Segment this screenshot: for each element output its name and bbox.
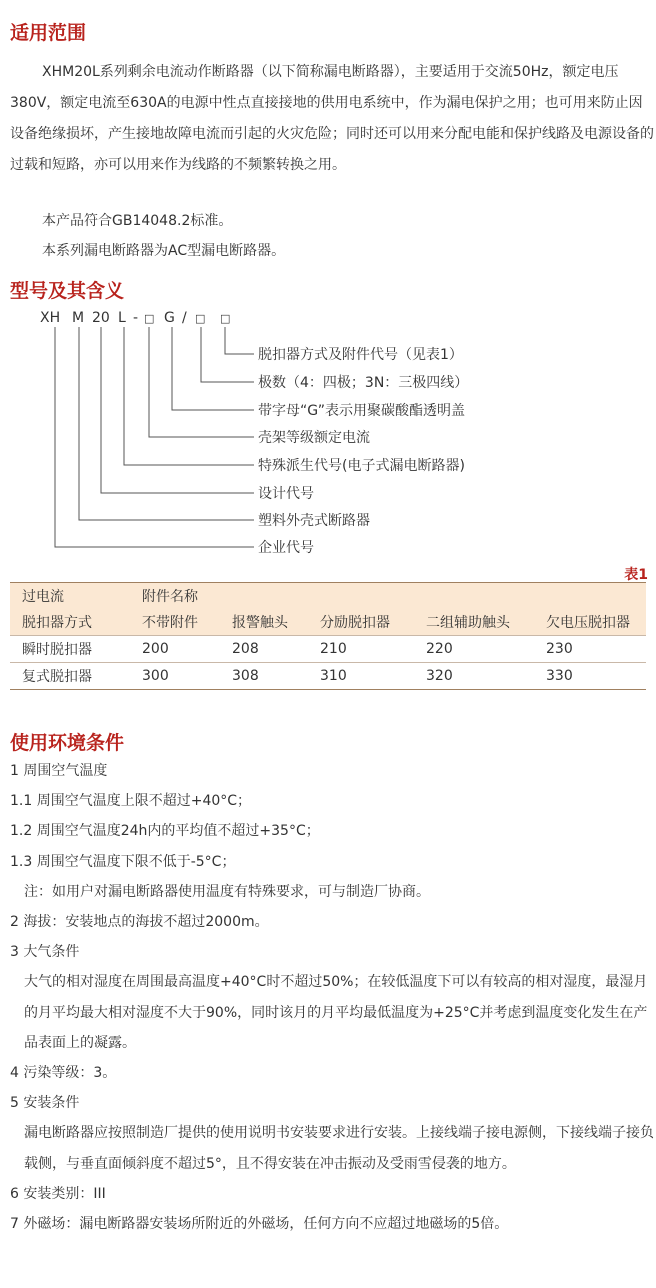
standard-note: 本产品符合GB14048.2标准。 <box>42 213 233 229</box>
list-item: 1.2 周围空气温度24h内的平均值不超过+35°C； <box>10 823 320 840</box>
code-part-box1: □ <box>144 312 155 325</box>
scope-paragraph: XHM20L系列剩余电流动作断路器（以下简称漏电断路器），主要适用于交流50Hz，额定电压380V，额定电流至630A的电源中性点直接接地的供用电系统中，作为漏电保护之用；也可用来防止因设备绝缘损坏，产生接地故障电流而引起的火灾危险；同时还可以用来分配电能和保护线路及电源设备的过载和短路，亦可以用来作为线路的不频繁转换之用。 <box>10 64 654 173</box>
leader-line-5 <box>124 327 254 465</box>
table-cell: 220 <box>414 636 534 663</box>
leader-line-7 <box>79 327 254 520</box>
list-item: 1.3 周围空气温度下限不低于-5°C； <box>10 853 236 870</box>
table-header-cell: 脱扣器方式 <box>10 609 130 636</box>
table-cell: 230 <box>534 636 646 663</box>
table-header-cell: 不带附件 <box>130 609 220 636</box>
code-part-g: G <box>164 310 175 326</box>
code-part-box2: □ <box>195 312 206 325</box>
list-item: 5 安装条件 <box>10 1095 80 1112</box>
model-label-3: 带字母“G”表示用聚碳酸酯透明盖 <box>258 403 466 419</box>
list-item-detail: 大气的相对湿度在周围最高温度+40°C时不超过50%；在较低温度下可以有较高的相对湿度，最湿月的月平均最大相对湿度不大于90%，同时该月的月平均最低温度为+25°C并考虑到温度变化发生在产品表面上的凝露。 <box>24 974 648 1051</box>
code-part-m: M <box>72 310 85 326</box>
list-item: 3 大气条件 <box>10 944 80 961</box>
section-heading-environment: 使用环境条件 <box>10 732 125 754</box>
code-part-slash: / <box>182 310 187 326</box>
table-header-cell: 报警触头 <box>220 609 308 636</box>
model-label-2: 极数（4：四极；3N：三极四线） <box>258 375 469 391</box>
environment-list <box>10 756 654 1239</box>
model-label-7: 塑料外壳式断路器 <box>258 513 370 529</box>
table-cell: 200 <box>130 636 220 663</box>
leader-line-1 <box>225 327 254 354</box>
code-part-box3: □ <box>220 312 231 325</box>
table-cell: 210 <box>308 636 414 663</box>
table-cell: 308 <box>220 663 308 690</box>
model-label-1: 脱扣器方式及附件代号（见表1） <box>258 347 463 363</box>
table-cell: 310 <box>308 663 414 690</box>
section-heading-scope: 适用范围 <box>10 22 87 44</box>
code-part-xh: XH <box>40 310 61 326</box>
list-item-detail: 漏电断路器应按照制造厂提供的使用说明书安装要求进行安装。上接线端子接电源侧，下接线端子接负载侧，与垂直面倾斜度不超过5°，且不得安装在冲击振动及受雨雪侵袭的地方。 <box>24 1125 654 1172</box>
type-note: 本系列漏电断路器为AC型漏电断路器。 <box>42 243 286 259</box>
table-header-cell: 分励脱扣器 <box>308 609 414 636</box>
model-label-4: 壳架等级额定电流 <box>258 430 370 446</box>
table-header-cell: 过电流 <box>22 589 64 605</box>
model-label-6: 设计代号 <box>258 486 314 502</box>
table-header-row <box>10 609 646 636</box>
list-item: 7 外磁场：漏电断路器安装场所附近的外磁场，任何方向不应超过地磁场的5倍。 <box>10 1216 509 1233</box>
model-label-5: 特殊派生代号(电子式漏电断路器) <box>258 458 465 474</box>
table-row <box>10 636 646 663</box>
model-label-8: 企业代号 <box>258 540 314 556</box>
table-cell: 320 <box>414 663 534 690</box>
code-part-dash: - <box>133 310 139 326</box>
table-row <box>10 663 646 690</box>
table-cell: 300 <box>130 663 220 690</box>
table-caption: 表1 <box>624 567 648 583</box>
list-item: 1.1 周围空气温度上限不超过+40°C； <box>10 793 252 810</box>
list-item: 4 污染等级：3。 <box>10 1065 117 1082</box>
code-part-20: 20 <box>92 310 110 326</box>
table-header-cell: 二组辅助触头 <box>414 609 534 636</box>
table-header-row <box>10 583 646 610</box>
table-cell: 复式脱扣器 <box>10 663 130 690</box>
model-code-diagram <box>0 0 656 560</box>
table-header-cell: 附件名称 <box>142 589 198 605</box>
code-part-l: L <box>118 310 126 326</box>
table-cell: 瞬时脱扣器 <box>10 636 130 663</box>
section-heading-model: 型号及其含义 <box>10 280 125 302</box>
list-item: 1 周围空气温度 <box>10 763 108 779</box>
table-cell: 330 <box>534 663 646 690</box>
list-item: 6 安装类别：III <box>10 1185 106 1202</box>
list-item: 2 海拔：安装地点的海拔不超过2000m。 <box>10 914 269 931</box>
table-header-cell: 欠电压脱扣器 <box>534 609 646 636</box>
table-cell: 208 <box>220 636 308 663</box>
list-item-note: 注：如用户对漏电断路器使用温度有特殊要求，可与制造厂协商。 <box>24 883 430 900</box>
leader-line-3 <box>172 327 254 410</box>
accessory-code-table <box>10 582 646 690</box>
